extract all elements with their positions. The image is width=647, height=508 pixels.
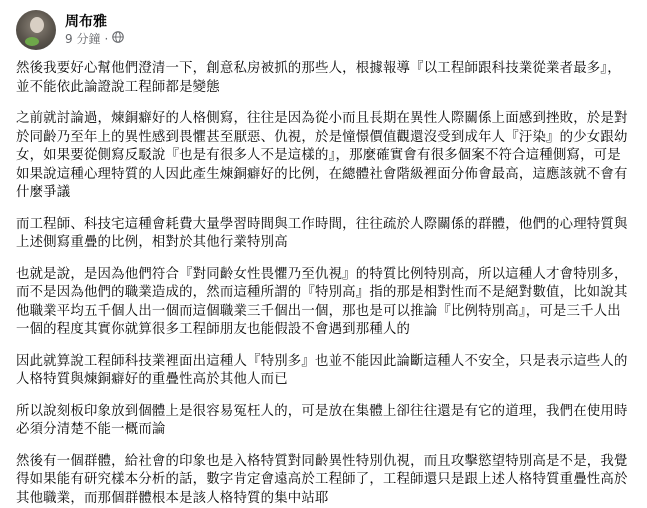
globe-icon[interactable] — [112, 31, 124, 47]
avatar-leaf — [25, 37, 39, 46]
author-avatar[interactable] — [16, 10, 56, 50]
post-subline — [65, 31, 124, 47]
post-paragraph: 之前就討論過，煉銅癖好的人格側寫，往往是因為從小而且長期在異性人際關係上面感到挫敗，於是對於同齡乃至年上的異性感到畏懼甚至厭惡、仇視，於是憧憬價值觀還沒受到成年人『汙染』的少女跟幼女，如果要從側寫反駁說『也是有很多人不是這樣的』，那麼確實會有很多個案不符合這種側寫，可是如果說這種心理特質的人因此產生煉銅癖好的比例，在總體社會階級裡面分佈會最高，這應該就不會有什麼爭議 — [16, 110, 631, 203]
post-body — [16, 60, 631, 508]
post-paragraph: 然後有一個群體，給社會的印象也是入格特質對同齡異性特別仇視，而且攻擊慾望特別高是不是，我覺得如果能有研究樣本分析的話，數字肯定會遠高於工程師了，工程師還只是跟上述人格特質重疊性高於其他職業，而那個群體根本是該人格特質的集中站耶 — [16, 453, 631, 508]
post-paragraph: 所以說刻板印象放到個體上是很容易冤枉人的，可是放在集體上卻往往還是有它的道理，我們在使用時必須分清楚不能一概而論 — [16, 403, 631, 440]
post-paragraph: 因此就算說工程師科技業裡面出這種人『特別多』也並不能因此論斷這種人不安全，只是表示這些人的人格特質與煉銅癖好的重疊性高於其他人而已 — [16, 353, 631, 390]
post-timestamp[interactable]: 9 分鐘 — [65, 31, 100, 47]
avatar-face — [30, 17, 44, 33]
post-paragraph: 而工程師、科技宅這種會耗費大量學習時間與工作時間，往往疏於人際關係的群體，他們的心理特質與上述側寫重疊的比例，相對於其他行業特別高 — [16, 216, 631, 253]
separator-dot: · — [104, 31, 108, 47]
post-meta — [65, 13, 124, 47]
author-name[interactable]: 周布雅 — [65, 13, 124, 31]
post-paragraph: 也就是說，是因為他們符合『對同齡女性畏懼乃至仇視』的特質比例特別高，所以這種人才會特別多，而不是因為他們的職業造成的，然而這種所謂的『特別高』指的那是相對性而不是絕對數值，比如說其他職業平均五千個人出一個而這個職業三千個出一個，那也是可以推論『比例特別高』，可是三千人出一個的程度其實你就算很多工程師朋友也能假設不會遇到那種人的 — [16, 266, 631, 340]
post-header — [16, 8, 631, 52]
post-paragraph: 然後我要好心幫他們澄清一下，創意私房被抓的那些人，根據報導『以工程師跟科技業從業者最多』，並不能依此論證說工程師都是變態 — [16, 60, 631, 97]
